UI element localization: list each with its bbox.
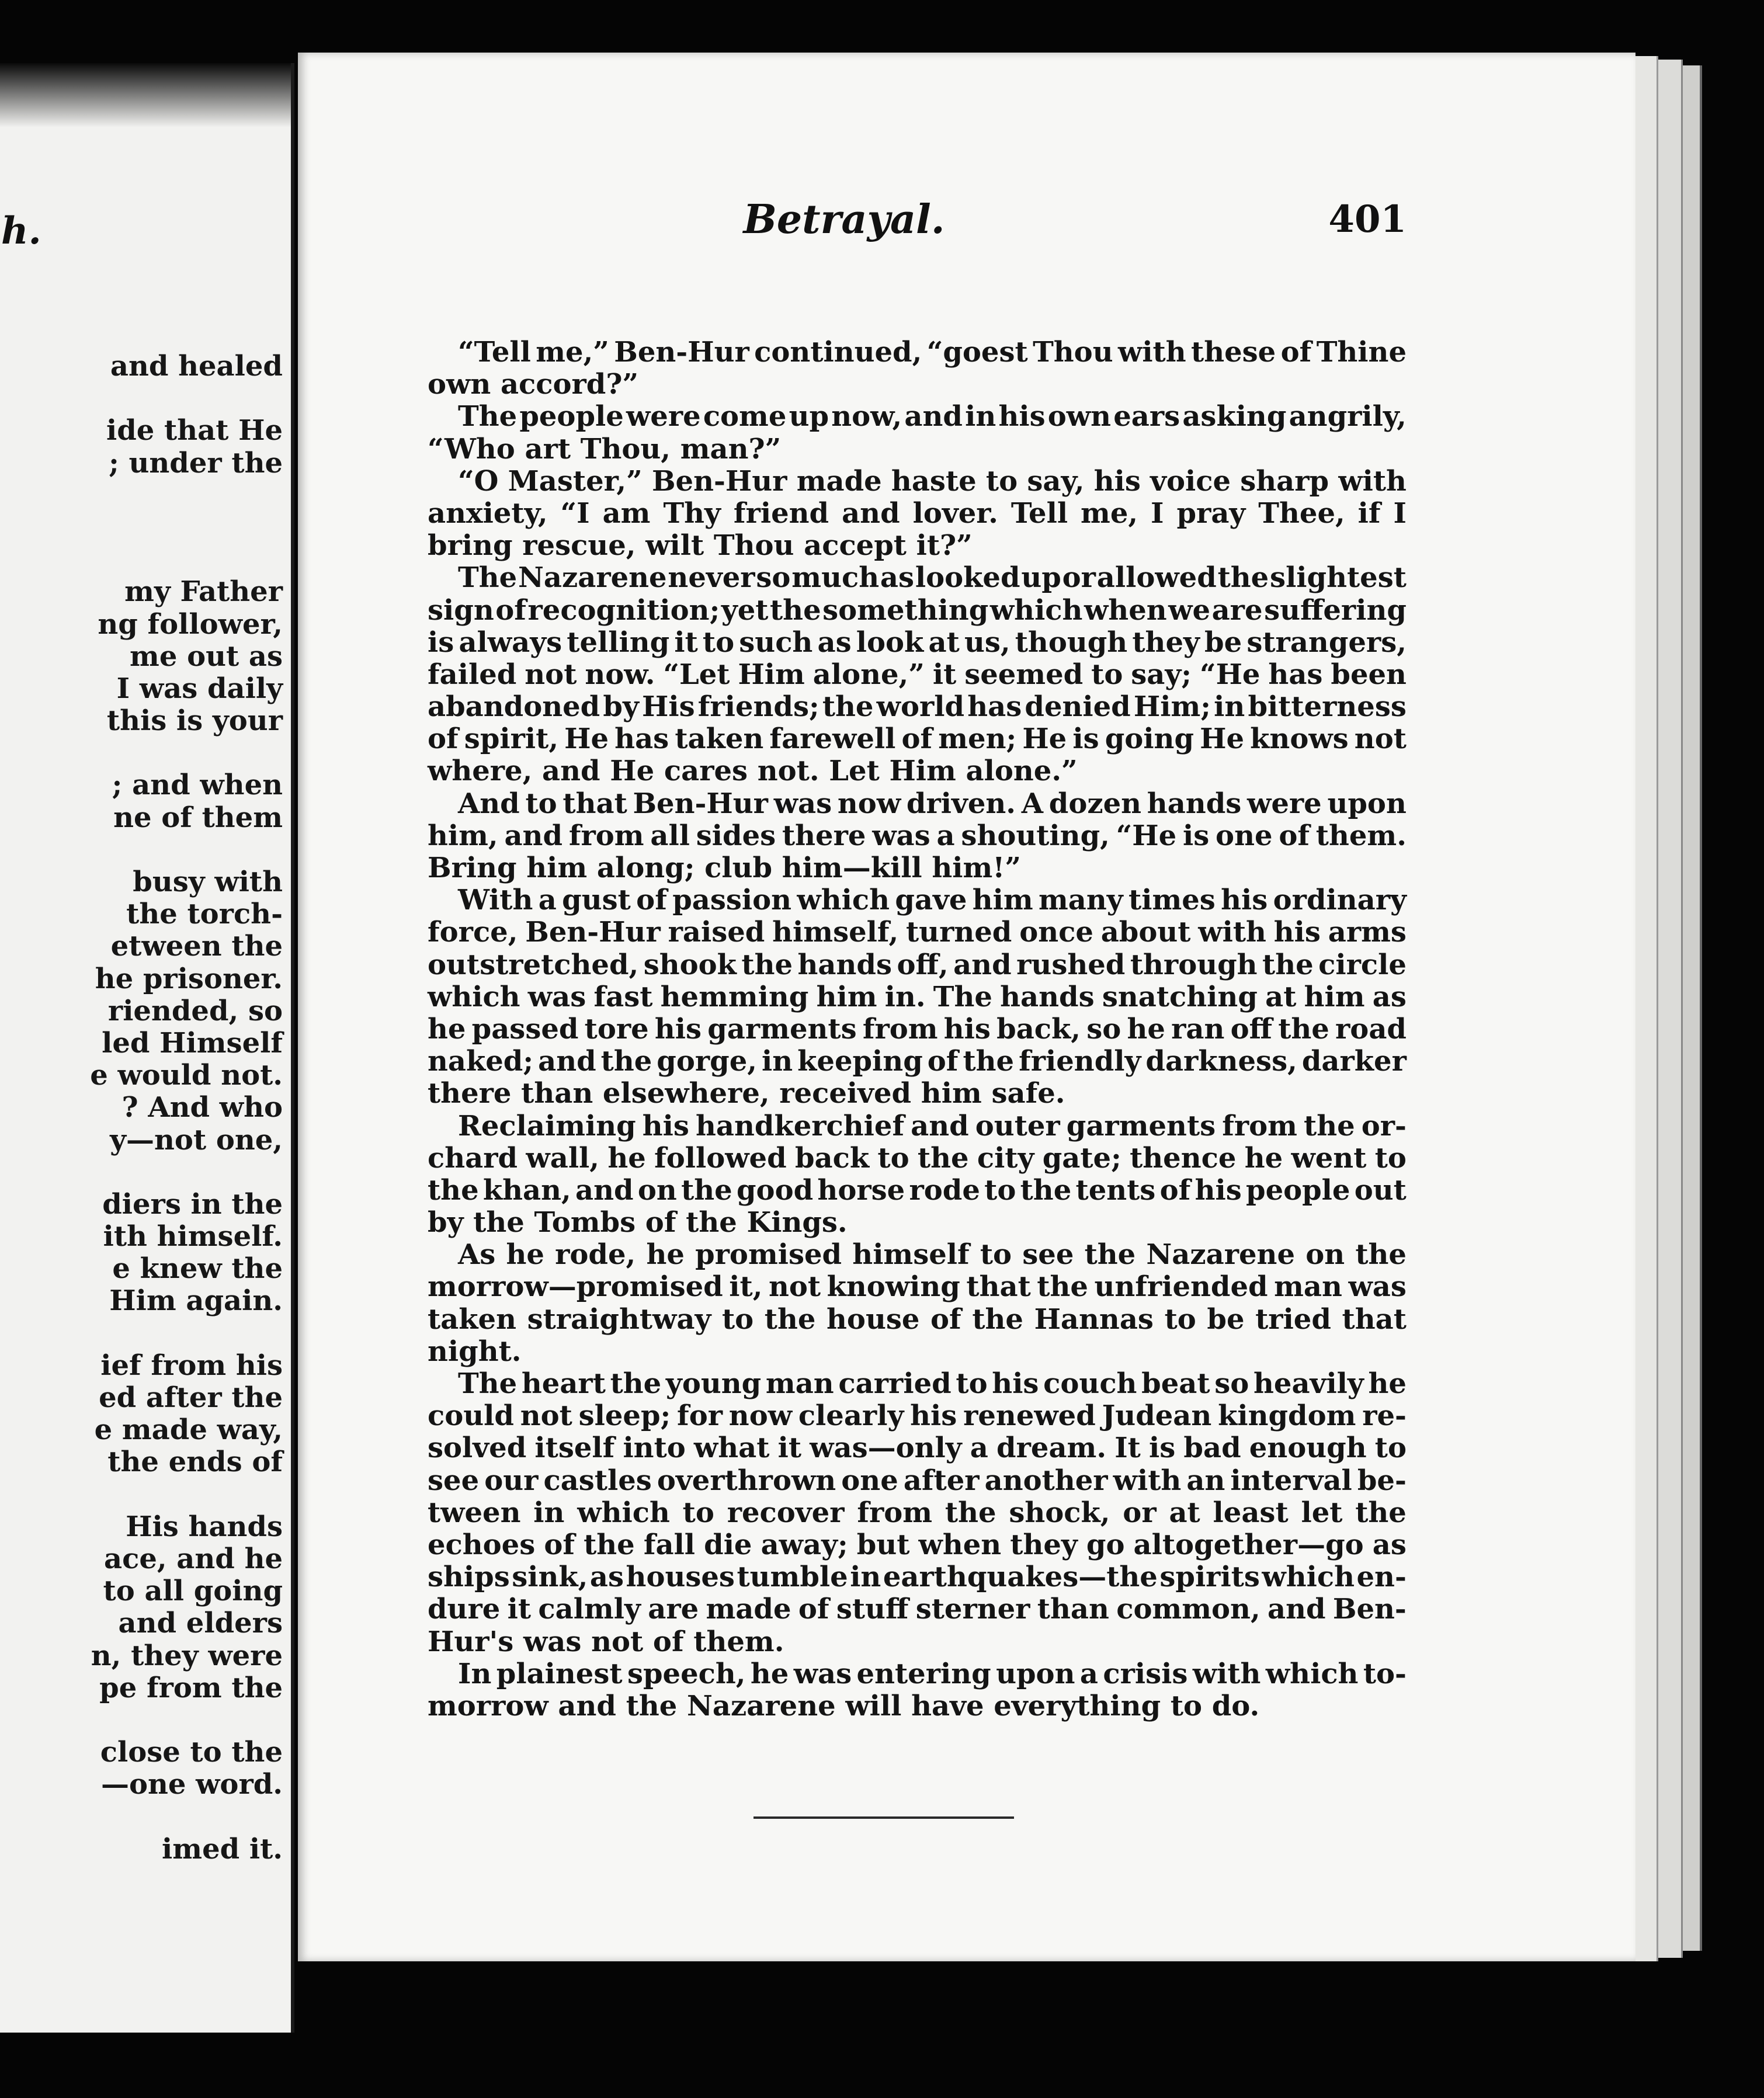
previous-page-line: imed it. xyxy=(162,1832,283,1866)
chapter-end-rule xyxy=(753,1816,1014,1819)
previous-page-line xyxy=(90,1479,283,1511)
text-line: there than elsewhere, received him safe. xyxy=(428,1077,1065,1110)
text-line: failed not now. “Let Him alone,” it seemed to say; “He has been xyxy=(428,658,1407,691)
text-line: chard wall, he followed back to the city gate; thence he went to xyxy=(428,1141,1407,1175)
previous-page-line: ief from his xyxy=(100,1349,283,1382)
running-head: Betrayal. xyxy=(743,196,945,243)
previous-page-line: he prisoner. xyxy=(95,962,283,995)
text-line: the khan, and on the good horse rode to the tents of his people out xyxy=(428,1173,1407,1207)
text-line: The heart the young man carried to his couch beat so heavily he xyxy=(458,1367,1407,1400)
previous-page-line: led Himself xyxy=(102,1026,283,1060)
previous-page-line: y—not one, xyxy=(110,1123,283,1156)
previous-page-line: me out as xyxy=(130,640,283,673)
text-line: force, Ben-Hur raised himself, turned once about with his arms xyxy=(428,916,1407,949)
previous-page-line: ed after the xyxy=(99,1381,283,1414)
text-line: dure it calmly are made of stuff sterner than common, and Ben- xyxy=(428,1593,1407,1626)
previous-page-line xyxy=(90,544,283,576)
previous-page-line: His hands xyxy=(126,1510,283,1543)
text-line: As he rode, he promised himself to see the Nazarene on the xyxy=(458,1238,1407,1272)
text-line: him, and from all sides there was a shouting, “He is one of them. xyxy=(428,819,1407,852)
previous-page-running-head: h. xyxy=(1,209,41,253)
text-line: bring rescue, wilt Thou accept it?” xyxy=(428,529,973,562)
previous-page-line: I was daily xyxy=(116,672,283,705)
previous-page-line: riended, so xyxy=(107,994,283,1027)
previous-page-line: ace, and he xyxy=(104,1542,283,1575)
previous-page-line xyxy=(90,737,283,769)
previous-page-line: n, they were xyxy=(91,1639,283,1672)
text-line: by the Tombs of the Kings. xyxy=(428,1206,848,1239)
previous-page-line: Him again. xyxy=(109,1284,283,1318)
previous-page-line: ; and when xyxy=(112,769,283,802)
previous-page-line xyxy=(90,834,283,866)
text-line: which was fast hemming him in. The hands snatching at him as xyxy=(428,980,1407,1013)
previous-page-line: ne of them xyxy=(113,801,283,834)
text-line: Hur's was not of them. xyxy=(428,1625,784,1658)
text-line: Bring him along; club him—kill him!” xyxy=(428,852,1021,884)
text-line: The people were come up now, and in his own ears asking angrily, xyxy=(458,400,1407,433)
previous-page-line: to all going xyxy=(103,1575,283,1608)
text-line: “Who art Thou, man?” xyxy=(428,432,782,466)
previous-page-line xyxy=(90,1704,283,1736)
previous-page-line: e would not. xyxy=(90,1059,283,1092)
previous-page-line xyxy=(90,512,283,544)
previous-page-line: close to the xyxy=(100,1736,283,1769)
text-line: morrow—promised it, not knowing that the unfriended man was xyxy=(428,1270,1407,1304)
previous-page-line: the torch- xyxy=(126,898,283,931)
previous-page-line: e made way, xyxy=(94,1413,283,1447)
text-line: naked; and the gorge, in keeping of the friendly darkness, darker xyxy=(428,1045,1407,1078)
text-line: could not sleep; for now clearly his renewed Judean kingdom re- xyxy=(428,1399,1407,1433)
previous-page-line xyxy=(90,480,283,512)
text-line: sign of recognition; yet the something which when we are suffering xyxy=(428,593,1407,627)
previous-page-line: ; under the xyxy=(109,446,283,480)
text-line: tween in which to recover from the shock, or at least let the xyxy=(428,1496,1407,1529)
previous-page-line: the ends of xyxy=(107,1446,283,1479)
previous-page-line: and healed xyxy=(110,350,283,383)
text-line: Reclaiming his handkerchief and outer garments from the or- xyxy=(458,1109,1407,1142)
text-line: taken straightway to the house of the Hannas to be tried that xyxy=(428,1302,1407,1336)
text-line: anxiety, “I am Thy friend and lover. Tell me, I pray Thee, if I xyxy=(428,496,1407,530)
body-text xyxy=(428,336,1407,1722)
text-line: he passed tore his garments from his back, so he ran off the road xyxy=(428,1012,1407,1045)
previous-page-line: this is your xyxy=(106,704,283,738)
previous-page-line: ide that He xyxy=(106,414,283,447)
text-line: outstretched, shook the hands off, and rushed through the circle xyxy=(428,948,1407,981)
text-line: And to that Ben-Hur was now driven. A dozen hands were upon xyxy=(458,787,1407,820)
previous-page-line xyxy=(90,1318,283,1350)
previous-page-line: e knew the xyxy=(112,1252,283,1286)
text-line: where, and He cares not. Let Him alone.” xyxy=(428,755,1078,788)
book-page xyxy=(298,53,1635,1961)
previous-page-line: ith himself. xyxy=(103,1220,283,1253)
previous-page-line xyxy=(90,1156,283,1189)
text-line: abandoned by His friends; the world has denied Him; in bitterness xyxy=(428,690,1407,724)
text-line: “Tell me,” Ben-Hur continued, “goest Thou with these of Thine xyxy=(458,336,1407,369)
previous-page-line: —one word. xyxy=(100,1768,283,1801)
previous-page-line: diers in the xyxy=(102,1187,283,1221)
page-number: 401 xyxy=(1328,197,1407,241)
text-line: is always telling it to such as look at us, though they be strangers, xyxy=(428,626,1407,659)
text-line: In plainest speech, he was entering upon a crisis with which to- xyxy=(458,1657,1407,1690)
previous-page xyxy=(0,63,294,2033)
text-line: see our castles overthrown one after another with an interval be- xyxy=(428,1464,1407,1497)
text-line: With a gust of passion which gave him many times his ordinary xyxy=(458,884,1407,917)
previous-page-line: my Father xyxy=(124,575,283,609)
previous-page-line: and elders xyxy=(118,1607,283,1640)
text-line: of spirit, He has taken farewell of men; He is going He knows not xyxy=(428,723,1407,756)
text-line: The Nazarene never so much as looked up or allowed the slightest xyxy=(458,561,1407,595)
previous-page-line xyxy=(90,383,283,415)
previous-page-line: etween the xyxy=(110,930,283,963)
text-line: own accord?” xyxy=(428,368,639,401)
text-line: ships sink, as houses tumble in earthquakes—the spirits which en- xyxy=(428,1561,1407,1594)
previous-page-line xyxy=(90,1801,283,1833)
text-line: solved itself into what it was—only a dream. It is bad enough to xyxy=(428,1432,1407,1465)
text-line: morrow and the Nazarene will have everything to do. xyxy=(428,1689,1260,1722)
text-line: echoes of the fall die away; but when they go altogether—go as xyxy=(428,1528,1407,1561)
previous-page-line: pe from the xyxy=(99,1671,283,1704)
previous-page-line: busy with xyxy=(133,866,283,898)
text-line: “O Master,” Ben-Hur made haste to say, his voice sharp with xyxy=(458,464,1407,498)
text-line: night. xyxy=(428,1335,522,1368)
previous-page-line: ng follower, xyxy=(98,607,283,641)
previous-page-text xyxy=(90,350,283,1866)
previous-page-line: ? And who xyxy=(121,1091,283,1124)
